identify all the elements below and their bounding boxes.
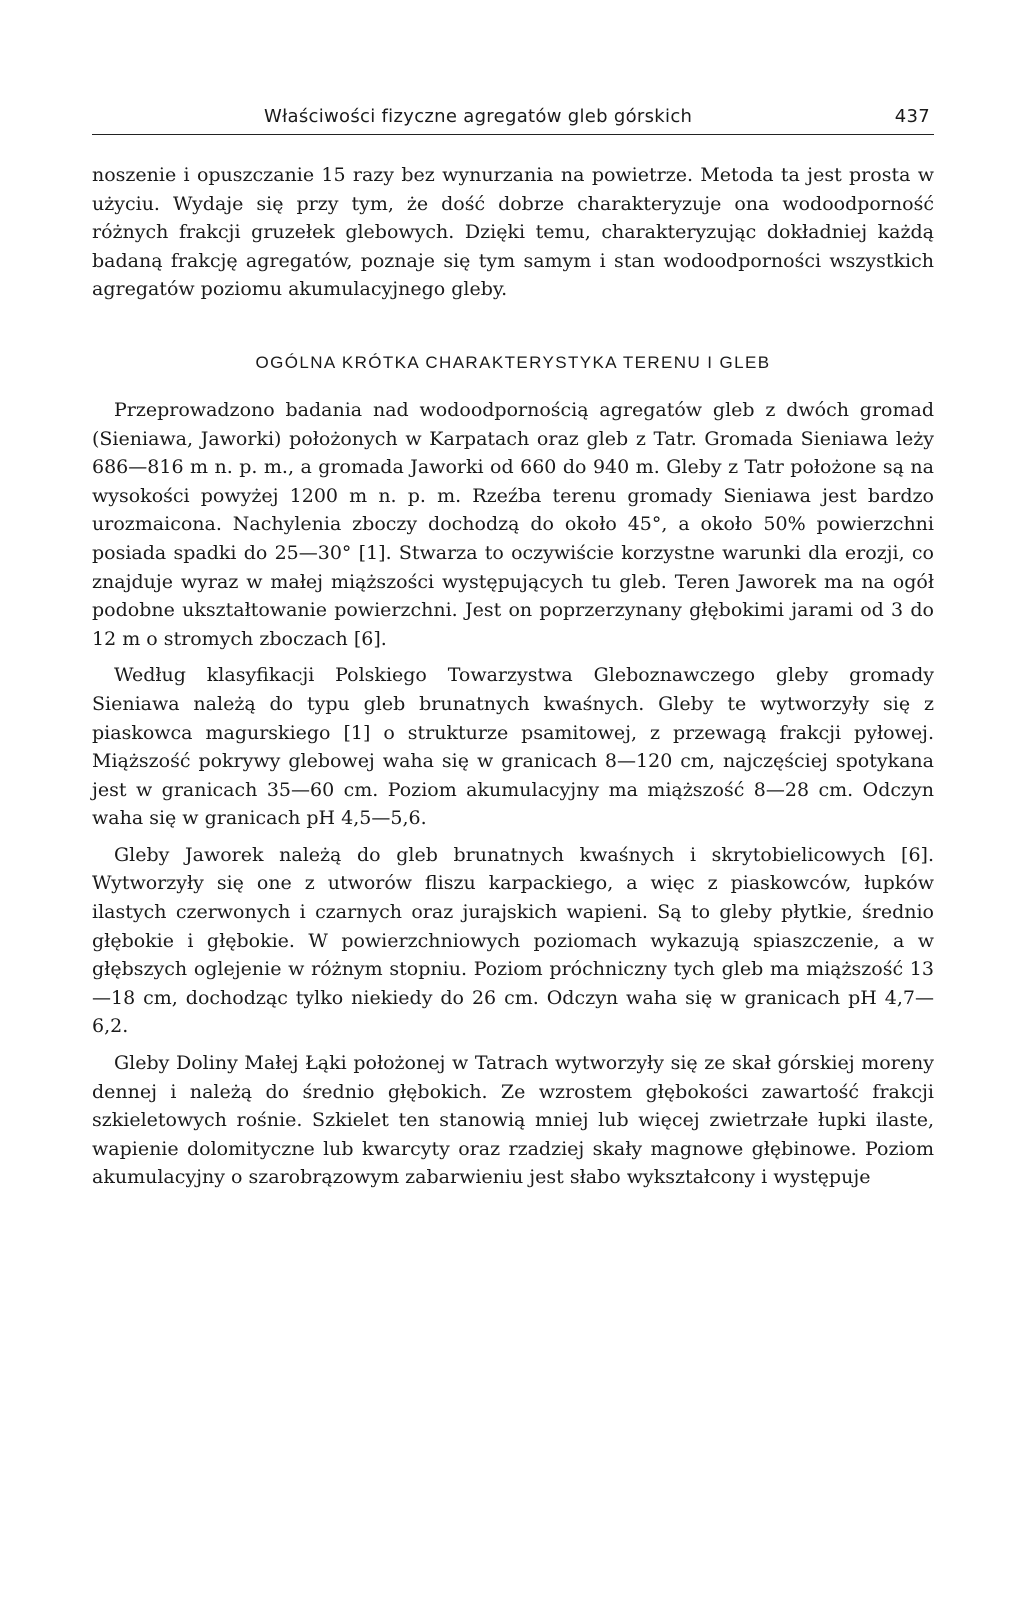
running-head — [92, 100, 934, 135]
page-number: 437 — [894, 106, 930, 127]
paragraph-jaworki-soils: Gleby Jaworek należą do gleb brunatnych kwaśnych i skrytobielicowych [6]. Wytworzyły się one z utworów fliszu karpackiego, a więc z piaskowców, łupków ilastych czerwonych i czarnych oraz jurajskich wapieni. Są to gleby płytkie, średnio głębokie i głębokie. W powierzchniowych poziomach wykazują spiaszczenie, a w głębszych oglejenie w różnym stopniu. Poziom próchniczny tych gleb ma miąższość 13—18 cm, dochodząc tylko niekiedy do 26 cm. Odczyn waha się w granicach pH 4,7—6,2. — [92, 843, 934, 1038]
paragraph-sieniawa-soils: Według klasyfikacji Polskiego Towarzystwa Gleboznawczego gleby gromady Sieniawa należą do typu gleb brunatnych kwaśnych. Gleby te wytworzyły się z piaskowca magurskiego [1] o strukturze psamitowej, z przewagą frakcji pyłowej. Miąższość pokrywy glebowej waha się w granicach 8—120 cm, najczęściej spotykana jest w granicach 35—60 cm. Poziom akumulacyjny ma miąższość 8—28 cm. Odczyn waha się w granicach pH 4,5—5,6. — [92, 664, 934, 830]
paragraph-terrain: Przeprowadzono badania nad wodoodpornością agregatów gleb z dwóch gromad (Sieniawa, Jaworki) położonych w Karpatach oraz gleb z Tatr. Gromada Sieniawa leży 686—816 m n. p. m., a gromada Jaworki od 660 do 940 m. Gleby z Tatr położone są na wysokości powyżej 1200 m n. p. m. Rzeźba terenu gromady Sieniawa jest bardzo urozmaicona. Nachylenia zboczy dochodzą do około 45°, a około 50% powierzchni posiada spadki do 25—30° [1]. Stwarza to oczywiście korzystne warunki dla erozji, co znajduje wyraz w małej miąższości występujących tu gleb. Teren Jaworek ma na ogół podobne ukształtowanie powierzchni. Jest on poprzerzynany głębokimi jarami od 3 do 12 m o stromych zboczach [6]. — [92, 398, 934, 650]
paragraph-tatra-soils: Gleby Doliny Małej Łąki położonej w Tatrach wytworzyły się ze skał górskiej moreny dennej i należą do średnio głębokich. Ze wzrostem głębokości zawartość frakcji szkieletowych rośnie. Szkielet ten stanowią mniej lub więcej zwietrzałe łupki ilaste, wapienie dolomityczne lub kwarcyty oraz rzadziej skały magnowe głębinowe. Poziom akumulacyjny o szarobrązowym zabarwieniu jest słabo wykształcony i występuje — [92, 1052, 934, 1189]
body-text — [92, 161, 934, 1192]
paragraph-continued: noszenie i opuszczanie 15 razy bez wynurzania na powietrze. Metoda ta jest prosta w użyciu. Wydaje się przy tym, że dość dobrze charakteryzuje ona wodoodporność różnych frakcji gruzełek glebowych. Dzięki temu, charakteryzując dokładniej każdą badaną frakcję agregatów, poznaje się tym samym i stan wodoodporności wszystkich agregatów poziomu akumulacyjnego gleby. — [92, 164, 934, 301]
running-title: Właściwości fizyczne agregatów gleb górskich — [264, 106, 693, 127]
section-heading: OGÓLNA KRÓTKA CHARAKTERYSTYKA TERENU I GLEB — [255, 352, 771, 372]
page — [92, 100, 934, 1192]
